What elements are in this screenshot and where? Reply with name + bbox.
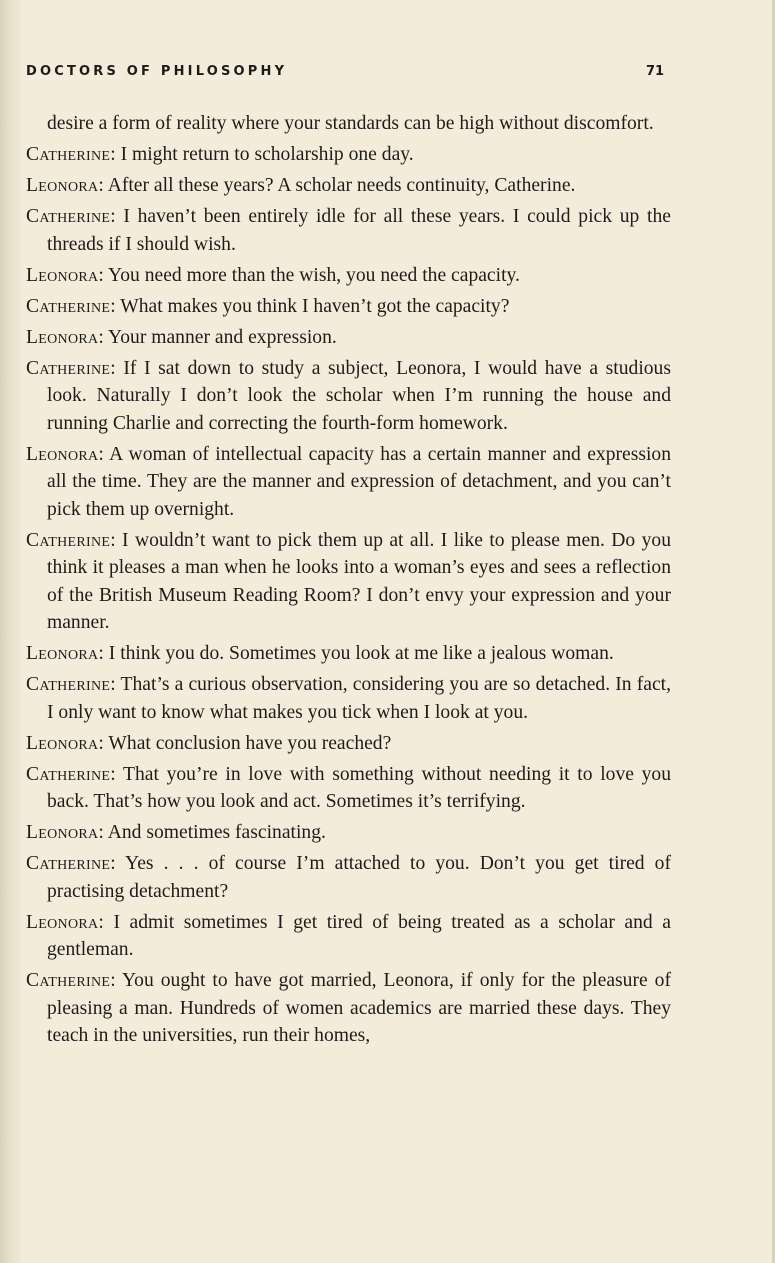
dialogue-line (26, 909, 671, 964)
running-head: DOCTORS OF PHILOSOPHY (26, 64, 288, 79)
speaker-name: Catherine (26, 674, 111, 696)
dialogue-text: You need more than the wish, you need the capacity. (108, 264, 520, 286)
dialogue-text: I wouldn’t want to pick them up at all. I like to please men. Do you think it pleases a man when he looks into a woman’s eyes and sees a reflection of the British Museum Reading Room? I don’t envy your expression and your manner. (47, 529, 671, 634)
speaker-separator: : (98, 643, 104, 665)
speaker-name: Leonora (26, 326, 99, 348)
dialogue-line (26, 761, 671, 816)
dialogue-text: What makes you think I haven’t got the capacity? (120, 295, 510, 317)
speaker-name: Leonora (26, 911, 99, 933)
speaker-separator: : (98, 443, 104, 465)
speaker-name: Catherine (26, 295, 111, 317)
speaker-name: Leonora (26, 732, 99, 754)
speaker-separator: : (98, 326, 104, 348)
dialogue-line (26, 527, 671, 637)
speaker-separator: : (110, 206, 116, 228)
speaker-separator: : (110, 853, 116, 875)
dialogue-text: I might return to scholarship one day. (120, 144, 414, 166)
text-body (26, 110, 671, 1053)
speaker-separator: : (98, 175, 104, 197)
dialogue-text: Yes . . . of course I’m attached to you. Don’t you get tired of practising detachment? (47, 853, 672, 902)
dialogue-text: That you’re in love with something without needing it to love you back. That’s how you look and act. Sometimes it’s terrifying. (47, 763, 672, 813)
speaker-separator: : (110, 529, 116, 551)
speaker-name: Leonora (26, 643, 99, 665)
dialogue-text: You ought to have got married, Leonora, if only for the pleasure of pleasing a man. Hundreds of women academics are married these days. They teach in the universities, run their homes, (47, 970, 671, 1047)
dialogue-text: I haven’t been entirely idle for all these years. I could pick up the threads if I should wish. (47, 206, 671, 255)
speaker-separator: : (98, 264, 104, 286)
page-number: 71 (646, 64, 665, 79)
speaker-separator: : (110, 358, 116, 380)
speaker-name: Leonora (26, 264, 99, 286)
speaker-name: Leonora (26, 175, 99, 197)
speaker-name: Leonora (26, 443, 99, 465)
speaker-separator: : (110, 763, 116, 785)
speaker-name: Catherine (26, 206, 111, 228)
dialogue-text: And sometimes fascinating. (107, 822, 326, 844)
dialogue-line (26, 262, 671, 289)
speaker-separator: : (110, 144, 116, 166)
dialogue-text: I admit sometimes I get tired of being treated as a scholar and a gentleman. (47, 911, 671, 961)
dialogue-line (26, 355, 671, 437)
speaker-name: Leonora (26, 822, 99, 844)
speaker-name: Catherine (26, 970, 111, 992)
dialogue-text: What conclusion have you reached? (108, 732, 392, 754)
dialogue-text: Your manner and expression. (108, 326, 337, 348)
dialogue-text: If I sat down to study a subject, Leonora, I would have a studious look. Naturally I don’t look the scholar when I’m running the house and running Charlie and correcting the fourth-form homework. (47, 358, 671, 434)
speaker-separator: : (110, 295, 116, 317)
dialogue-line (26, 172, 671, 199)
speaker-separator: : (98, 822, 104, 844)
speaker-name: Catherine (26, 853, 111, 875)
dialogue-line (26, 850, 671, 905)
dialogue-line (26, 671, 671, 726)
dialogue-text: A woman of intellectual capacity has a certain manner and expression all the time. They are the manner and expression of detachment, and you can’t pick them up overnight. (47, 443, 671, 520)
dialogue-line (26, 324, 671, 351)
dialogue-line (26, 293, 671, 320)
dialogue-line (26, 730, 671, 757)
speaker-separator: : (98, 911, 104, 933)
speaker-separator: : (110, 970, 116, 992)
speaker-separator: : (98, 732, 104, 754)
dialogue-line (26, 441, 671, 523)
dialogue-text: That’s a curious observation, considering you are so detached. In fact, I only want to know what makes you tick when I look at you. (47, 674, 671, 723)
speaker-name: Catherine (26, 144, 111, 166)
continuation-paragraph: desire a form of reality where your standards can be high without discomfort. (47, 113, 654, 134)
dialogue-line (26, 640, 671, 667)
dialogue-line (26, 967, 671, 1049)
speaker-name: Catherine (26, 763, 111, 785)
dialogue-line (26, 819, 671, 846)
dialogue-text: I think you do. Sometimes you look at me like a jealous woman. (108, 643, 614, 665)
dialogue-line (26, 203, 671, 258)
speaker-name: Catherine (26, 358, 111, 380)
speaker-separator: : (110, 674, 116, 696)
speaker-name: Catherine (26, 529, 111, 551)
dialogue-line (26, 141, 671, 168)
dialogue-text: After all these years? A scholar needs continuity, Catherine. (107, 175, 576, 197)
